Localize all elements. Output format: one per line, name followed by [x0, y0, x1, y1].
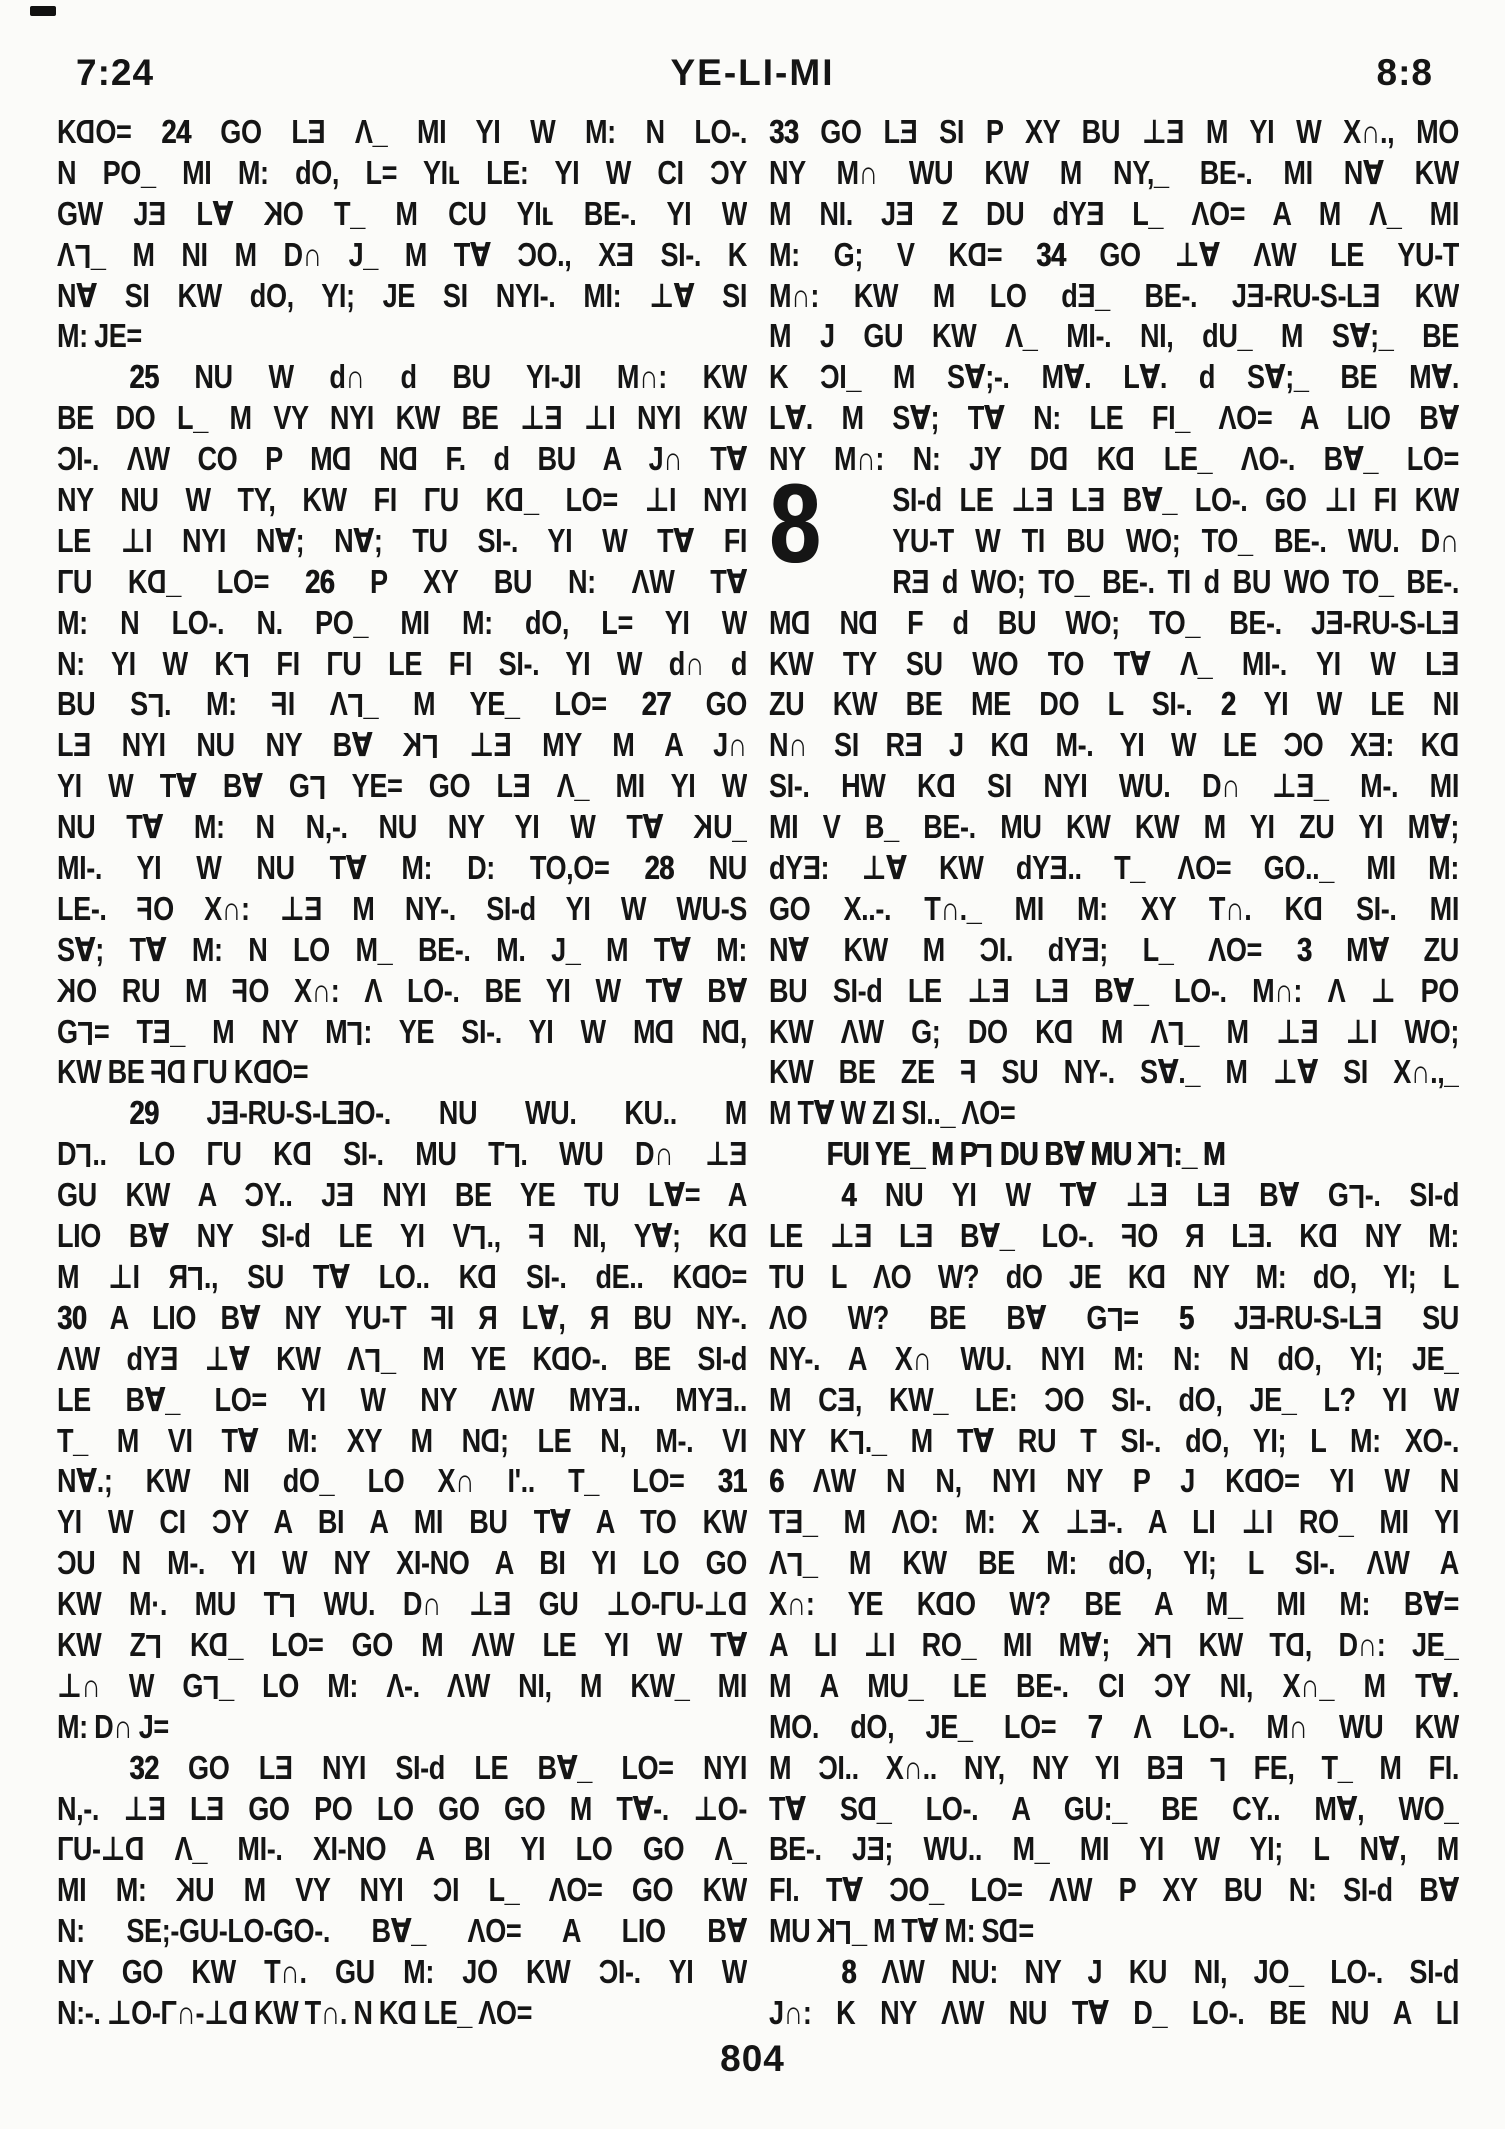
text-line: 30 A LIO B∀ NY YU-T FI Я L∀, Я BU NY-.	[57, 1298, 747, 1336]
scan-artifact	[30, 6, 56, 16]
text-line: KW ΛW G; DO KD M ΛL_ M ⊥Ǝ ⊥I WO;	[769, 1012, 1459, 1052]
text-line: X∩: YE KDO W? BE A M_ MI M: B∀=	[769, 1585, 1459, 1623]
text-line: YI W CI ƆY A BI A MI BU T∀ A TO KW	[57, 1503, 747, 1541]
text-line: M: N LO-. N. PO_ MI M: dO, L= YI W	[57, 603, 747, 641]
text-line: RƎ d WO; TO_ BE-. TI d BU WO TO_ BE-.	[892, 562, 1459, 600]
section-heading-line: FUI YE_ M PL DU B∀ MU KL:_ M	[826, 1135, 1226, 1175]
text-line: M A MU_ LE BE-. CI ƆY NI, X∩_ M T∀.	[769, 1666, 1459, 1704]
text-line: KW TY SU WO TO T∀ Λ_ MI-. YI W LƎ	[769, 644, 1459, 682]
text-line: NY M∩: N: JY DD KD LE_ ΛO-. B∀_ LO=	[769, 440, 1459, 478]
book-title: YE-LI-MI	[670, 52, 835, 93]
text-line: M: G; V KD= 34 GO ⊥∀ ΛW LE YU-T	[769, 235, 1459, 273]
text-line: DL.. LO ΓU KD SI-. MU TL. WU D∩ ⊥Ǝ	[57, 1135, 747, 1175]
text-line: NY KL._ M T∀ RU T SI-. dO, YI; L M: XO-.	[769, 1421, 1459, 1461]
text-line: M CƎ, KW_ LE: ƆO SI-. dO, JE_ L? YI W	[769, 1380, 1459, 1418]
text-line: KO RU M FO X∩: Λ LO-. BE YI W T∀ B∀	[57, 971, 747, 1009]
text-line: K ƆI_ M S∀;-. M∀. L∀. d S∀;_ BE M∀.	[769, 358, 1459, 396]
text-line: S∀; T∀ M: N LO M_ BE-. M. J_ M T∀ M:	[57, 930, 747, 968]
text-line: MD ND F d BU WO; TO_ BE-. JƎ-RU-S-LƎ	[769, 603, 1459, 641]
text-line: MI M: KU M VY NYI ƆI L_ ΛO= GO KW	[57, 1871, 747, 1909]
text-line: 8 ΛW NU: NY J KU NI, JO_ LO-. SI-d	[841, 1953, 1459, 1991]
text-line: ΛW dYƎ ⊥∀ KW ΛL_ M YE KDO-. BE SI-d	[57, 1339, 747, 1379]
text-line: N:-. ⊥O-Γ∩-⊥D KW T∩. N KD LE_ ΛO=	[57, 1993, 533, 2031]
text-line: GU KW A ƆY.. JƎ NYI BE YE TU L∀= A	[57, 1176, 747, 1214]
text-line: NU T∀ M: N N,-. NU NY YI W T∀ KU_	[57, 808, 747, 846]
text-line: J∩: K NY ΛW NU T∀ D_ LO-. BE NU A LI	[769, 1993, 1459, 2031]
text-line: LE ⊥Ǝ LƎ B∀_ LO-. FO Я LƎ. KD NY M:	[769, 1217, 1459, 1255]
text-line: KW BE ZE F SU NY-. S∀._ M ⊥∀ SI X∩.,_	[769, 1053, 1459, 1091]
text-line: LƎ NYI NU NY B∀ KL ⊥Ǝ MY M A J∩	[57, 726, 747, 766]
chapter-number-drop-cap: 8	[769, 461, 821, 587]
text-line: GL= TƎ_ M NY ML: YE SI-. YI W MD ND,	[57, 1012, 747, 1052]
text-line: M NI. JƎ Z DU dYƎ L_ ΛO= A M Λ_ MI	[769, 194, 1459, 232]
text-line: TƎ_ M ΛO: M: X ⊥Ǝ-. A LI ⊥I RO_ MI YI	[769, 1503, 1459, 1541]
text-line: 33 GO LƎ SI P XY BU ⊥Ǝ M YI W X∩., MO	[769, 113, 1459, 150]
text-line: LE B∀_ LO= YI W NY ΛW MYƎ.. MYƎ..	[57, 1380, 747, 1418]
text-line: ΓU KD_ LO= 26 P XY BU N: ΛW T∀	[57, 562, 747, 600]
text-line: N∩ SI RƎ J KD M-. YI W LE ƆO XƎ: KD	[769, 726, 1459, 764]
text-line: KW BE FD ΓU KDO=	[57, 1053, 309, 1091]
text-line: YI W T∀ B∀ GL YE= GO LƎ Λ_ MI YI W	[57, 767, 747, 807]
text-line: ΛL_ M KW BE M: dO, YI; L SI-. ΛW A	[769, 1544, 1459, 1584]
text-line: dYƎ: ⊥∀ KW dYƎ.. T_ ΛO= GO.._ MI M:	[769, 849, 1459, 887]
text-line: BE-. JƎ; WU.. M_ MI YI W YI; L N∀, M	[769, 1830, 1459, 1868]
text-line: ΛL_ M NI M D∩ J_ M T∀ ƆO., XƎ SI-. K	[57, 235, 747, 275]
text-line: L∀. M S∀; T∀ N: LE FI_ ΛO= A LIO B∀	[769, 399, 1459, 437]
text-line: LIO B∀ NY SI-d LE YI VL., F NI, Y∀; KD	[57, 1217, 747, 1256]
text-line: NY GO KW T∩. GU M: JO KW ƆI-. YI W	[57, 1953, 747, 1991]
text-line: LE-. FO X∩: ⊥Ǝ M NY-. SI-d YI W WU-S	[57, 889, 747, 927]
text-line: 32 GO LƎ NYI SI-d LE B∀_ LO= NYI	[129, 1748, 747, 1786]
text-line: SI-. HW KD SI NYI WU. D∩ ⊥Ǝ_ M-. MI	[769, 767, 1459, 805]
header-right-verse-ref: 8:8	[1376, 52, 1433, 93]
text-line: BU SI-d LE ⊥Ǝ LƎ B∀_ LO-. M∩: Λ ⊥ PO	[769, 971, 1459, 1009]
text-line: GO X..-. T∩._ MI M: XY T∩. KD SI-. MI	[769, 889, 1459, 927]
text-line: MO. dO, JE_ LO= 7 Λ LO-. M∩ WU KW	[769, 1707, 1459, 1745]
text-line: A LI ⊥I RO_ MI M∀; KL KW TD, D∩: JE_	[769, 1625, 1459, 1665]
text-line: T∀ SD_ LO-. A GU:_ BE CY.. M∀, WO_	[769, 1789, 1459, 1827]
text-line: N∀ SI KW dO, YI; JE SI NYI-. MI: ⊥∀ SI	[57, 276, 747, 314]
text-column-left	[57, 112, 749, 2034]
text-line: M: D∩ J=	[57, 1707, 169, 1745]
text-line: 6 ΛW N N, NYI NY P J KDO= YI W N	[769, 1462, 1459, 1500]
text-line: ZU KW BE ME DO L SI-. 2 YI W LE NI	[769, 685, 1459, 723]
text-line: ΓU-⊥D Λ_ MI-. XI-NO A BI YI LO GO Λ_	[57, 1830, 747, 1868]
text-line: NY M∩ WU KW M NY,_ BE-. MI N∀ KW	[769, 153, 1459, 191]
text-line: M ⊥I ЯL., SU T∀ LO.. KD SI-. dE.. KDO=	[57, 1257, 747, 1297]
text-line: 4 NU YI W T∀ ⊥Ǝ LƎ B∀ GL-. SI-d	[841, 1176, 1459, 1216]
page-number: 804	[720, 2038, 785, 2079]
page-header	[0, 52, 1505, 100]
text-line: YU-T W TI BU WO; TO_ BE-. WU. D∩	[892, 521, 1459, 559]
text-line: N∀ KW M ƆI. dYƎ; L_ ΛO= 3 M∀ ZU	[769, 930, 1459, 968]
text-line: SI-d LE ⊥Ǝ LƎ B∀_ LO-. GO ⊥I FI KW	[892, 481, 1459, 519]
text-line: BE DO L_ M VY NYI KW BE ⊥Ǝ ⊥I NYI KW	[57, 399, 747, 437]
text-line: NY NU W TY, KW FI ΓU KD_ LO= ⊥I NYI	[57, 481, 747, 519]
text-line: 25 NU W d∩ d BU YI-JI M∩: KW	[129, 358, 747, 396]
text-line: LE ⊥I NYI N∀; N∀; TU SI-. YI W T∀ FI	[57, 521, 747, 559]
text-line: FI. T∀ ƆO_ LO= ΛW P XY BU N: SI-d B∀	[769, 1871, 1459, 1909]
text-line: 29 JƎ-RU-S-LƎO-. NU WU. KU.. M	[129, 1094, 747, 1132]
text-line: MI V B_ BE-. MU KW KW M YI ZU YI M∀;	[769, 808, 1459, 846]
header-left-verse-ref: 7:24	[76, 52, 155, 93]
text-line: KW M·. MU TL WU. D∩ ⊥Ǝ GU ⊥O-ΓU-⊥D	[57, 1585, 747, 1624]
text-line: ΛO W? BE B∀ GL= 5 JƎ-RU-S-LƎ SU	[769, 1298, 1459, 1338]
text-line: M∩: KW M LO dƎ_ BE-. JƎ-RU-S-LƎ KW	[769, 276, 1459, 314]
text-line: ƆI-. ΛW CO P MD ND F. d BU A J∩ T∀	[57, 440, 747, 478]
text-line: M T∀ W ZI SI.._ ΛO=	[769, 1094, 1016, 1132]
text-line: N: YI W KL FI ΓU LE FI SI-. YI W d∩ d	[57, 644, 747, 684]
text-column-right	[769, 112, 1461, 2034]
text-line: NY-. A X∩ WU. NYI M: N: N dO, YI; JE_	[769, 1339, 1459, 1377]
text-line: KDO= 24 GO LƎ Λ_ MI YI W M: N LO-.	[57, 113, 747, 150]
text-line: N PO_ MI M: dO, L= YIʟ LE: YI W CI ƆY	[57, 153, 747, 191]
text-column-left-lines	[57, 112, 747, 2034]
text-line: T_ M VI T∀ M: XY M ND; LE N, M-. VI	[57, 1421, 747, 1459]
text-line: MI-. YI W NU T∀ M: D: TO,O= 28 NU	[57, 849, 747, 887]
text-line: M: JE=	[57, 317, 142, 355]
text-line: KW ZL KD_ LO= GO M ΛW LE YI W T∀	[57, 1625, 747, 1665]
text-line: M ƆI.. X∩.. NY, NY YI BƎ L FE, T_ M FI.	[769, 1748, 1459, 1788]
text-line: ⊥∩ W GL_ LO M: Λ-. ΛW NI, M KW_ MI	[57, 1666, 747, 1706]
text-line: GW JƎ L∀ KO T_ M CU YIʟ BE-. YI W	[57, 194, 747, 232]
text-line: MU KL_ M T∀ M: SD=	[769, 1912, 1034, 1952]
text-line: ƆU N M-. YI W NY XI-NO A BI YI LO GO	[57, 1544, 747, 1582]
text-line: N: SE;-GU-LO-GO-. B∀_ ΛO= A LIO B∀	[57, 1912, 747, 1950]
text-line: TU L ΛO W? dO JE KD NY M: dO, YI; L	[769, 1257, 1459, 1295]
text-line: BU SL. M: FI ΛL_ M YE_ LO= 27 GO	[57, 685, 747, 725]
text-line: M J GU KW Λ_ MI-. NI, dU_ M S∀;_ BE	[769, 317, 1459, 355]
text-column-right-lines	[769, 112, 1459, 2034]
text-line: N,-. ⊥Ǝ LƎ GO PO LO GO GO M T∀-. ⊥O-	[57, 1789, 747, 1827]
text-line: N∀.; KW NI dO_ LO X∩ I'.. T_ LO= 31	[57, 1462, 747, 1500]
